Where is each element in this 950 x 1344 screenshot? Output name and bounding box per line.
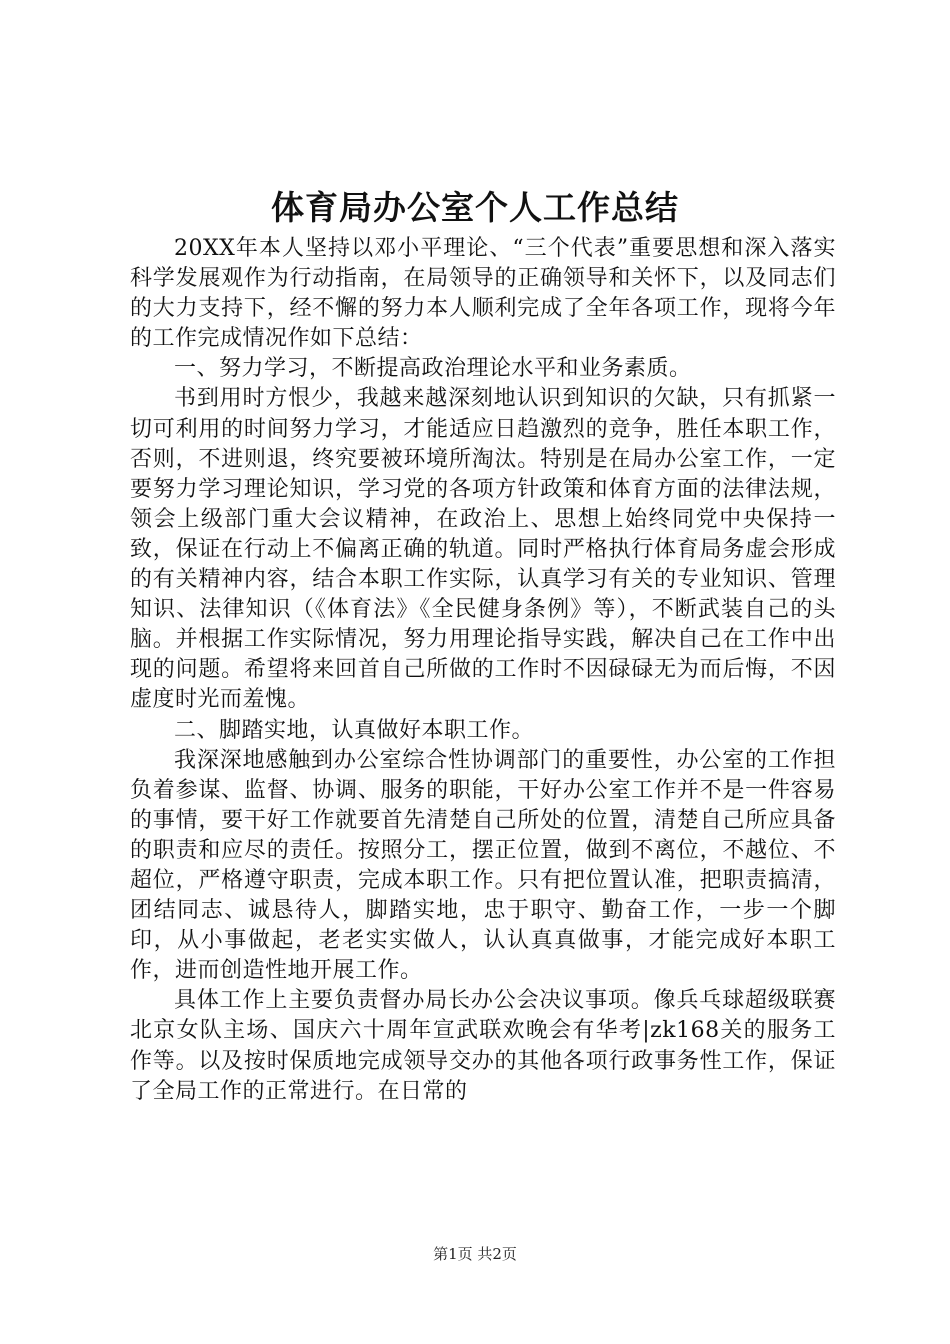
paragraph-intro: 20XX年本人坚持以邓小平理论、“三个代表”重要思想和深入落实科学发展观作为行动指南，在局领导的正确领导和关怀下，以及同志们的大力支持下，经不懈的努力本人顺利完成了全年各项工作，现将今年的工作完成情况作如下总结：: [130, 236, 836, 352]
paragraph-specific-work: 具体工作上主要负责督办局长办公会决议事项。像兵乓球超级联赛北京女队主场、国庆六十周年宣武联欢晚会有华考|zk168关的服务工作等。以及按时保质地完成领导交办的其他各项行政事务性工作，保证了全局工作的正常进行。在日常的: [130, 988, 836, 1104]
section-heading-2: 二、脚踏实地，认真做好本职工作。: [174, 717, 535, 743]
page-footer: 第1页 共2页: [433, 1245, 517, 1263]
paragraph-office-role: 我深深地感触到办公室综合性协调部门的重要性，办公室的工作担负着参谋、监督、协调、服务的职能，干好办公室工作并不是一件容易的事情，要干好工作就要首先清楚自己所处的位置，清楚自己所应具备的职责和应尽的责任。按照分工，摆正位置，做到不离位，不越位、不超位，严格遵守职责，完成本职工作。只有把位置认准，把职责搞清，团结同志、诚恳待人，脚踏实地，忠于职守、勤奋工作，一步一个脚印，从小事做起，老老实实做人，认认真真做事，才能完成好本职工作，进而创造性地开展工作。: [130, 747, 836, 984]
document-title: 体育局办公室个人工作总结: [271, 188, 679, 227]
section-heading-1: 一、努力学习，不断提高政治理论水平和业务素质。: [174, 356, 692, 382]
document-body: [130, 234, 836, 1107]
paragraph-study: 书到用时方恨少，我越来越深刻地认识到知识的欠缺，只有抓紧一切可利用的时间努力学习，才能适应日趋激烈的竞争，胜任本职工作，否则，不进则退，终究要被环境所淘汰。特别是在局办公室工作，一定要努力学习理论知识，学习党的各项方针政策和体育方面的法律法规，领会上级部门重大会议精神，在政治上、思想上始终同党中央保持一致，保证在行动上不偏离正确的轨道。同时严格执行体育局务虚会形成的有关精神内容，结合本职工作实际，认真学习有关的专业知识、管理知识、法律知识（《体育法》《全民健身条例》等），不断武装自己的头脑。并根据工作实际情况，努力用理论指导实践，解决自己在工作中出现的问题。希望将来回首自己所做的工作时不因碌碌无为而后悔，不因虚度时光而羞愧。: [130, 386, 836, 713]
